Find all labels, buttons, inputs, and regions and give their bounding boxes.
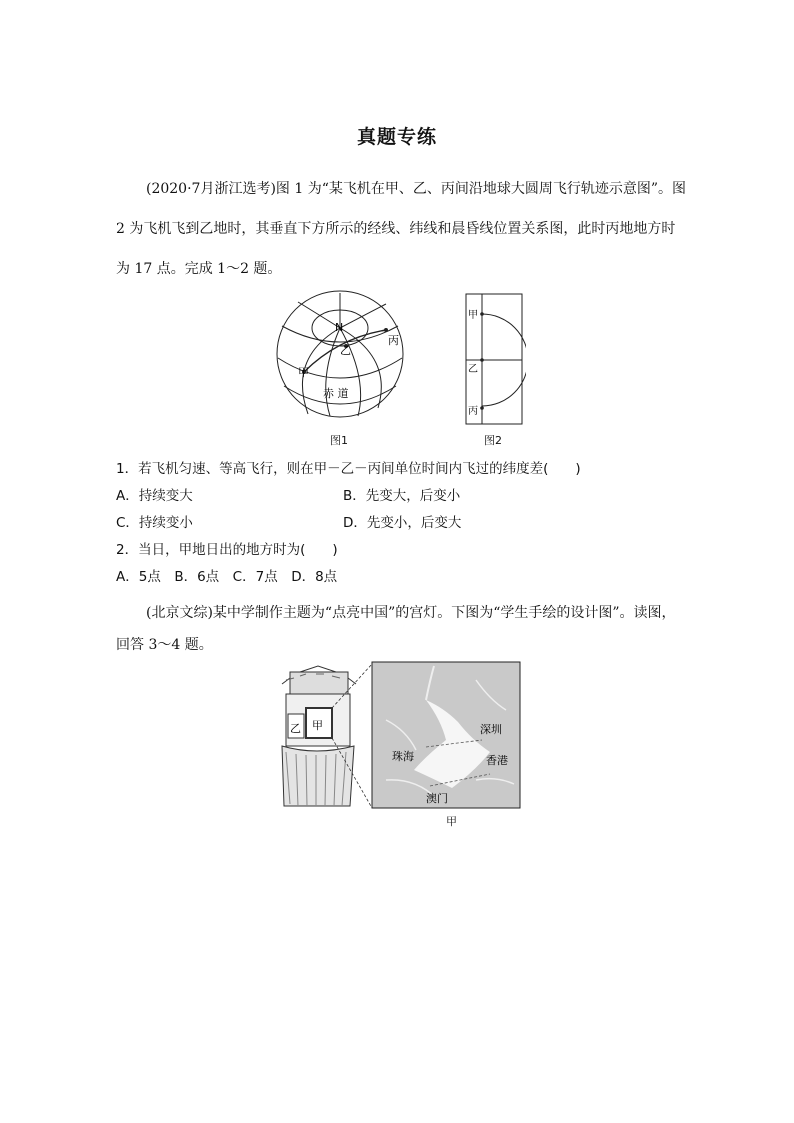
- lantern-label-yi: 乙: [290, 722, 301, 735]
- question1-stem: 1．若飞机匀速、等高飞行，则在甲－乙－丙间单位时间内飞过的纬度差( ): [116, 461, 581, 477]
- figure1-caption: 图1: [330, 434, 348, 447]
- label-jia: 甲: [298, 366, 309, 379]
- fig2-label-bing: 丙: [468, 406, 478, 417]
- question1-option-d: D．先变小，后变大: [343, 515, 462, 531]
- question2-stem: 2．当日，甲地日出的地方时为( ): [116, 542, 338, 558]
- passage1-line3: 为 17 点。完成 1～2 题。: [116, 261, 282, 277]
- label-north: N: [335, 321, 344, 334]
- question1-option-b: B．先变大，后变小: [343, 488, 461, 504]
- figure2-caption: 图2: [484, 434, 502, 447]
- figure3-lantern-map: [276, 660, 524, 812]
- fig2-label-jia: 甲: [468, 310, 478, 321]
- map-label-hongkong: 香港: [486, 754, 508, 767]
- label-equator: 赤 道: [323, 387, 349, 400]
- question1-option-a: A．持续变大: [116, 488, 193, 504]
- figure3-caption: 甲: [446, 815, 457, 828]
- figure2-diagram: [462, 292, 526, 428]
- passage1-line2: 2 为飞机飞到乙地时，其垂直下方所示的经线、纬线和晨昏线位置关系图，此时丙地地方时: [116, 221, 676, 237]
- passage2-line2: 回答 3～4 题。: [116, 637, 213, 653]
- passage2-line1: (北京文综)某中学制作主题为“点亮中国”的宫灯。下图为“学生手绘的设计图”。读图，: [146, 605, 676, 621]
- figure1-globe: [268, 288, 414, 430]
- lantern-label-jia: 甲: [312, 719, 323, 732]
- question2-options: A．5点 B．6点 C．7点 D．8点: [116, 569, 338, 585]
- question1-option-c: C．持续变小: [116, 515, 193, 531]
- fig2-label-yi: 乙: [468, 364, 478, 375]
- label-bing: 丙: [388, 334, 399, 347]
- map-label-macau: 澳门: [426, 792, 448, 805]
- map-label-shenzhen: 深圳: [480, 723, 502, 736]
- map-label-zhuhai: 珠海: [392, 750, 414, 763]
- page-title: 真题专练: [356, 126, 437, 148]
- label-yi: 乙: [340, 344, 351, 357]
- passage1-line1: (2020·7月浙江选考)图 1 为“某飞机在甲、乙、丙间沿地球大圆周飞行轨迹示意图”。图: [146, 181, 687, 197]
